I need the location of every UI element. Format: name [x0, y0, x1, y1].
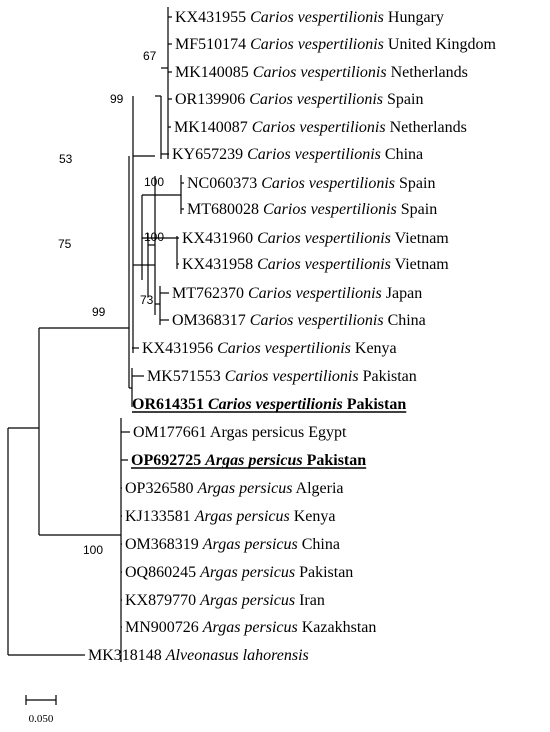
taxon-country: Vietnam — [390, 230, 449, 247]
taxon-species: Carios vespertilionis — [249, 91, 384, 108]
taxon-country: China — [383, 312, 426, 329]
taxon-label — [175, 91, 423, 108]
taxon-accession: MK140087 — [174, 119, 252, 136]
taxon-label — [131, 452, 366, 469]
taxon-country: Netherlands — [386, 64, 468, 81]
taxon-species: Carios vespertilionis — [249, 312, 384, 329]
taxon-accession: MK571553 — [147, 368, 225, 385]
taxon-label — [147, 368, 417, 385]
taxon-accession: OM368319 — [125, 536, 203, 553]
taxon-label — [172, 146, 423, 163]
taxon-label — [133, 424, 347, 441]
taxon-accession: KX431955 — [175, 9, 251, 26]
taxon-country: Spain — [396, 201, 438, 218]
taxon-label — [125, 592, 325, 609]
taxon-species: Argas persicus — [200, 564, 296, 581]
taxon-label — [125, 480, 344, 497]
taxon-label — [182, 230, 449, 247]
taxon-species: Carios vespertilionis — [250, 9, 384, 26]
taxon-country: Kenya — [289, 508, 336, 525]
taxon-species: Argas persicus — [197, 480, 293, 497]
taxon-accession: KJ133581 — [125, 508, 195, 525]
taxon-label — [187, 201, 437, 218]
taxon-country: China — [380, 146, 424, 163]
taxon-accession: NC060373 — [187, 175, 262, 192]
taxon-species: Argas persicus — [200, 592, 296, 609]
bootstrap-value: 100 — [144, 175, 165, 189]
taxon-accession: OP692725 — [131, 452, 206, 469]
taxon-label — [187, 175, 435, 192]
taxon-country: Vietnam — [390, 256, 449, 273]
taxon-country: Hungary — [383, 9, 444, 26]
taxon-country: Netherlands — [385, 119, 467, 136]
taxon-country: Iran — [295, 592, 325, 609]
taxon-country: Spain — [383, 91, 424, 108]
taxon-label — [142, 340, 397, 357]
taxon-accession: MN900726 — [125, 619, 203, 636]
taxon-label — [125, 536, 340, 553]
taxon-country: Kenya — [350, 340, 397, 357]
taxon-species: Carios vespertilionis — [252, 64, 387, 81]
scale-bar — [26, 695, 56, 725]
taxon-label — [172, 285, 422, 302]
taxon-species: Argas persicus — [205, 452, 303, 469]
taxon-country: China — [297, 536, 340, 553]
taxon-label — [175, 36, 496, 53]
taxon-species: Carios vespertilionis — [247, 146, 381, 163]
taxon-label — [125, 619, 376, 636]
taxon-species: Argas persicus — [202, 619, 298, 636]
taxon-accession: OP326580 — [125, 480, 198, 497]
taxon-species: Carios vespertilionis — [257, 230, 391, 247]
taxon-country: Kazakhstan — [297, 619, 377, 636]
bootstrap-value: 75 — [58, 237, 72, 251]
taxon-species: Carios vespertilionis — [208, 396, 343, 413]
taxon-species: Carios vespertilionis — [263, 201, 397, 218]
taxon-label — [132, 396, 406, 413]
taxon-species: Carios vespertilionis — [248, 285, 382, 302]
taxon-accession: OM368317 — [172, 312, 250, 329]
taxon-species: Carios vespertilionis — [250, 36, 384, 53]
taxon-accession: KX879770 — [125, 592, 201, 609]
taxon-accession: KY657239 — [172, 146, 248, 163]
taxon-species: Argas persicus — [194, 508, 290, 525]
taxon-label — [182, 256, 449, 273]
taxon-species: Carios vespertilionis — [224, 368, 359, 385]
taxon-accession: OM177661 — [133, 424, 210, 441]
taxon-label — [174, 119, 467, 136]
taxon-accession: KX431958 — [182, 256, 258, 273]
taxon-country: United Kingdom — [383, 36, 496, 53]
taxon-accession: MF510174 — [175, 36, 251, 53]
bootstrap-value: 100 — [144, 230, 165, 244]
taxon-labels — [88, 9, 496, 664]
taxon-species: Carios vespertilionis — [251, 119, 386, 136]
bootstrap-value: 99 — [110, 92, 124, 106]
taxon-label — [175, 9, 444, 26]
taxon-accession: OQ860245 — [125, 564, 201, 581]
taxon-species: Alveonasus lahorensis — [165, 647, 309, 664]
taxon-country: Algeria — [292, 480, 344, 497]
taxon-country: Pakistan — [295, 564, 354, 581]
taxon-accession: MK140085 — [175, 64, 253, 81]
taxon-species: Carios vespertilionis — [261, 175, 396, 192]
taxon-accession: MT680028 — [187, 201, 263, 218]
taxon-species: Argas persicus — [209, 424, 305, 441]
bootstrap-value: 99 — [92, 305, 106, 319]
taxon-accession: OR614351 — [132, 396, 208, 413]
taxon-label — [172, 312, 426, 329]
taxon-label — [88, 647, 309, 664]
taxon-country: Pakistan — [358, 368, 417, 385]
taxon-label — [125, 564, 353, 581]
bootstrap-value: 100 — [83, 543, 104, 557]
taxon-species: Argas persicus — [202, 536, 298, 553]
taxon-label — [125, 508, 336, 525]
bootstrap-value: 73 — [140, 293, 154, 307]
taxon-accession: KX431956 — [142, 340, 218, 357]
taxon-country: Japan — [381, 285, 423, 302]
taxon-country: Spain — [395, 175, 436, 192]
taxon-accession: MT762370 — [172, 285, 248, 302]
taxon-accession: OR139906 — [175, 91, 250, 108]
bootstrap-value: 53 — [59, 152, 73, 166]
taxon-country: Pakistan — [342, 396, 407, 413]
taxon-country: Pakistan — [302, 452, 367, 469]
taxon-species: Carios vespertilionis — [217, 340, 351, 357]
taxon-country: Egypt — [304, 424, 347, 441]
taxon-accession: MK318148 — [88, 647, 166, 664]
taxon-accession: KX431960 — [182, 230, 258, 247]
taxon-label — [175, 64, 468, 81]
bootstrap-value: 67 — [143, 49, 157, 63]
scale-bar-label: 0.050 — [28, 713, 54, 725]
taxon-species: Carios vespertilionis — [257, 256, 391, 273]
